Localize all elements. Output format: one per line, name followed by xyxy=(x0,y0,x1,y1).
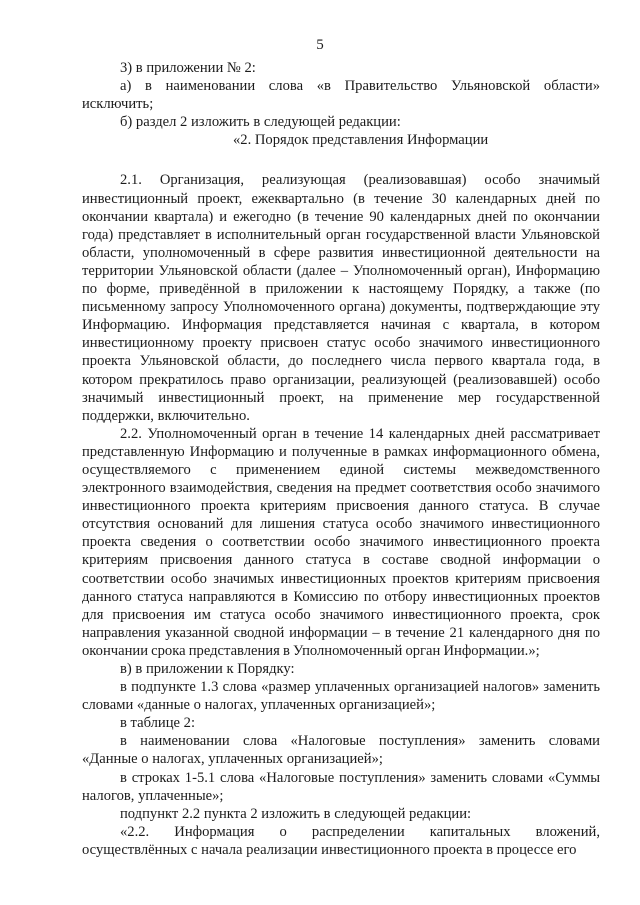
document-body xyxy=(82,59,600,859)
paragraph-subpoint-2-2: подпункт 2.2 пункта 2 изложить в следующей редакции: xyxy=(120,805,472,822)
paragraph-table-name: в наименовании слова «Налоговые поступления» заменить словами «Данные о налогах, уплаченных организацией»; xyxy=(82,733,600,768)
paragraph-2-1: 2.1. Организация, реализующая (реализовавшая) особо значимый инвестиционный проект, ежеквартально (в течение 30 календарных дней по окончании квартала) и ежегодно (в течение 90 календарных дней по окончании года) представляет в исполнительный орган государственной власти Ульяновской области, уполномоченный в сфере развития инвестиционной деятельности на территории Ульяновской области (далее – Уполномоченный орган), Информацию по форме, приведённой в приложении к настоящему Порядку, а также (по письменному запросу Уполномоченного органа) документы, подтверждающие эту Информацию. Информация представляется начиная с квартала, в котором инвестиционному проекту присвоен статус особо значимого инвестиционного проекта Ульяновской области, до последнего числа первого квартала года, в котором прекратилось право организации, реализующей (реализовавшей) особо значимый инвестиционный проект, на применение мер государственной поддержки, включительно. xyxy=(82,172,600,424)
paragraph-subitem-v: в) в приложении к Порядку: xyxy=(120,661,295,677)
paragraph-table-rows: в строках 1-5.1 слова «Налоговые поступления» заменить словами «Суммы налогов, уплаченные»; xyxy=(82,769,600,804)
paragraph-table-2: в таблице 2: xyxy=(120,715,196,732)
paragraph-subitem-b: б) раздел 2 изложить в следующей редакции: xyxy=(120,114,401,131)
paragraph-subitem-a: а) в наименовании слова «в Правительство Ульяновской области» исключить; xyxy=(82,78,600,113)
page-number: 5 xyxy=(316,37,324,53)
paragraph-subpoint-1-3: в подпункте 1.3 слова «размер уплаченных организацией налогов» заменить словами «данные о налогах, уплаченных организацией»; xyxy=(82,679,600,714)
paragraph-2-2: 2.2. Уполномоченный орган в течение 14 календарных дней рассматривает представленную Информацию и полученные в рамках информационного обмена, осуществляемого с применением единой системы межведомственного электронного взаимодействия, сведения на предмет соответствия особо значимого инвестиционного проекта критериям присвоения данного статуса. В случае отсутствия оснований для лишения статуса особо значимого инвестиционного проекта сведения о соответствии особо значимого инвестиционного проекта критериям присвоения данного статуса в составе сводной информации о соответствии особо значимых инвестиционных проектов критериям присвоения данного статуса направляются в Комиссию по отбору инвестиционных проектов для присвоения им статуса особо значимого инвестиционного проекта, срок направления указанной сводной информации – в течение 21 календарного дня по окончании срока представления в Уполномоченный орган Информации.»; xyxy=(82,425,600,659)
paragraph-item-3: 3) в приложении № 2: xyxy=(120,60,256,76)
section-heading: «2. Порядок представления Информации xyxy=(233,132,489,149)
paragraph-quoted-2-2: «2.2. Информация о распределении капитальных вложений, осуществлённых с начала реализации инвестиционного проекта в процессе его xyxy=(82,823,600,858)
